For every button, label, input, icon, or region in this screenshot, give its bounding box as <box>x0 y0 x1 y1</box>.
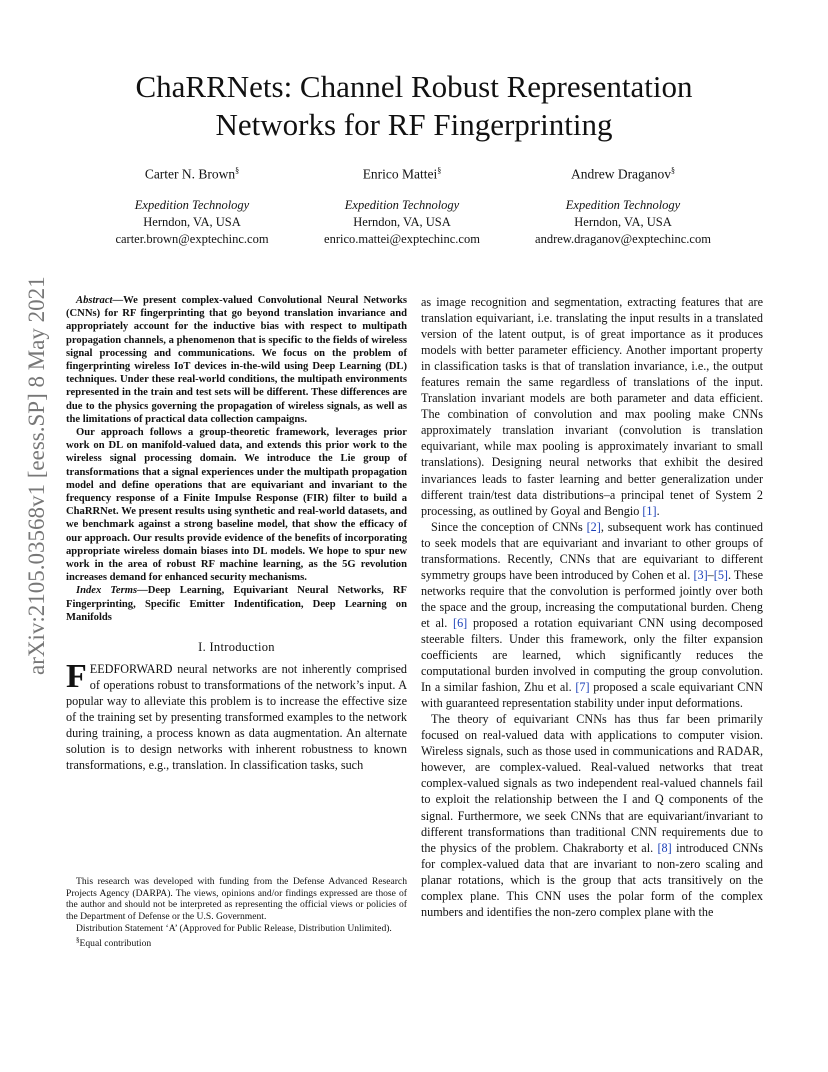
author-1-org: Expedition Technology <box>134 197 250 212</box>
abstract-paragraph-2: Our approach follows a group-theoretic framework, leverages prior work on DL on manifold-valued data, and extends this prior work to the wireless signal processing domain. We introduce the Lie group of transformations that a signal experiences under the multipath propagation model and define operations that are equivariant and invariant to the frequency response of a Finite Impulse Response (FIR) filter to build a ChaRRNet. We present results using synthetic and real-world datasets, and we benchmark against a strong baseline model, that show the efficacy of our approach. Our results provide evidence of the benefits of incorporating appropriate wireless domain biases into DL models. We hope to spur new work in the area of robust RF machine learning, as the 5G revolution increases demand for enhanced security mechanisms. <box>66 427 407 584</box>
index-terms-text: —Deep Learning, Equivariant Neural Networks, RF Fingerprinting, Specific Emitter Indentification, Deep Learning on Manifolds <box>66 585 407 623</box>
index-terms <box>66 584 407 624</box>
footnotes <box>66 876 407 949</box>
right-column <box>421 294 763 920</box>
right-paragraph-2-text-a: Since the conception of CNNs <box>431 519 587 534</box>
footnote-equal-text: Equal contribution <box>79 937 152 949</box>
right-paragraph-1 <box>421 294 763 519</box>
paper-title-line-2: Networks for RF Fingerprinting <box>215 107 613 142</box>
right-paragraph-2 <box>421 519 763 712</box>
footnote-equal-mark: § <box>76 935 80 944</box>
abstract-text-1: —We present complex-valued Convolutional Neural Networks (CNNs) for RF fingerprinting that go beyond translation invariance and appropriately account for the inductive bias with respect to multipath propagation channels, a phenomenon that is specific to the fields of wireless signal processing and communications. We focus on the problem of fingerprinting wireless IoT devices in-the-wild using Deep Learning (DL) techniques. Under these real-world conditions, the multipath environments represented in the train and test sets will be different. These differences are due to the physics governing the propagation of wireless signals, as well as the limitations of practical data collection campaigns. <box>66 295 407 425</box>
citation-5-link[interactable]: [5] <box>713 567 728 582</box>
right-paragraph-1-end: . <box>656 503 660 518</box>
right-paragraph-3 <box>421 711 763 920</box>
paper-title-line-1: ChaRRNets: Channel Robust Representation <box>135 69 693 104</box>
citation-1-link[interactable]: [1] <box>642 503 657 518</box>
abstract-lead: Abstract <box>76 295 113 306</box>
citation-2-link[interactable]: [2] <box>586 519 601 534</box>
author-2-location: Herndon, VA, USA <box>353 214 451 229</box>
author-1-mark: § <box>235 166 240 175</box>
right-paragraph-1-text: as image recognition and segmentation, extracting features that are translation equivariant, i.e. translating the input results in a translated version of the latent output, is of great importance as it produces models with better parameter efficiency. Another important property in classification tasks is that of translation invariance, i.e., the output features remain the same regardless of translations of the input. Translation invariant models are both parameter and data efficient. The combination of convolution and max pooling make CNNs approximately translation invariant (convolution is translation equivariant, while max pooling is approximately invariant to small translations). Designing neural networks that exhibit the desired invariances leads to faster learning and better generalization under different train/test data distributions–a principal tenet of System 2 processing, as outlined by Goyal and Bengio <box>421 295 763 518</box>
arxiv-stamp: arXiv:2105.03568v1 [eess.SP] 8 May 2021 <box>24 276 49 676</box>
author-3-org: Expedition Technology <box>565 197 681 212</box>
citation-6-link[interactable]: [6] <box>453 615 468 630</box>
author-1-location: Herndon, VA, USA <box>143 214 241 229</box>
right-paragraph-2-text-d: proposed a rotation equivariant CNN using decomposed steerable filters. Under this framework, only the filter expansion coefficients are learned, which significantly reduces the computational burden involved in computing the group convolution. In a similar fashion, Zhu et al. <box>421 615 763 695</box>
index-terms-lead: Index Terms <box>76 585 138 597</box>
author-2-org: Expedition Technology <box>344 197 460 212</box>
author-1-email: carter.brown@exptechinc.com <box>115 231 269 246</box>
author-3 <box>503 162 743 248</box>
right-paragraph-2-text-e: proposed a scale equivariant CNN with guaranteed representation stability under input deformations. <box>421 680 763 711</box>
intro-paragraph <box>66 657 407 773</box>
intro-text: EEDFORWARD neural networks are not inherently comprised of operations robust to transformations of the network’s input. A popular way to alleviate this problem is to increase the effective size of the training set by presenting transformed examples to the network during training, a process known as data augmentation. An alternate solution is to design networks with inherent robustness to known transformations, e.g., translation. In classification tasks, such <box>66 661 407 772</box>
citation-3-link[interactable]: [3] <box>693 567 708 582</box>
right-paragraph-3-text-a: The theory of equivariant CNNs has thus far been primarily focused on real-valued data with applications to computer vision. Wireless signals, such as those used in communications and RADAR, however, are complex-valued. Real-valued networks that treat complex-valued signals as two independent real-valued channels fail to exploit the relationship between the I and Q components of the signal. Furthermore, we seek CNNs that are equivariant/invariant to different transformations than traditional CNN requirements due to the physics of the problem. Chakraborty et al. <box>421 712 763 855</box>
author-3-mark: § <box>671 166 676 175</box>
abstract-paragraph-1 <box>66 294 407 426</box>
right-paragraph-2-text-b: , subsequent work has continued to seek models that are equivariant and invariant to other groups of transformations. Recently, CNNs that are equivariant to different symmetry groups have been introduced by Cohen et al. <box>421 519 763 582</box>
author-2-mark: § <box>437 166 442 175</box>
footnote-distribution: Distribution Statement ‘A’ (Approved for Public Release, Distribution Unlimited). <box>76 922 392 934</box>
author-3-location: Herndon, VA, USA <box>574 214 672 229</box>
left-column <box>66 294 407 773</box>
citation-7-link[interactable]: [7] <box>575 680 590 695</box>
footnote-equal <box>66 935 407 950</box>
paper-title <box>0 68 828 144</box>
right-paragraph-2-text-c: . These networks require that the convolution is performed jointly over both the space and the group, increasing the computational burden. Cheng et al. <box>421 567 763 630</box>
right-paragraph-3-text-b: introduced CNNs for complex-valued data that are invariant to non-zero scaling and planar rotations, which is the group that acts transitively on the complex plane. This CNN uses the polar form of the complex numbers and identifies the non-zero complex plane with the <box>421 840 764 919</box>
author-1-name: Carter N. Brown <box>144 166 236 182</box>
author-2-name: Enrico Mattei <box>362 166 438 182</box>
author-3-name: Andrew Draganov <box>570 166 672 182</box>
author-1 <box>72 162 312 248</box>
citation-8-link[interactable]: [8] <box>657 840 672 855</box>
footnote-funding: This research was developed with funding from the Defense Advanced Research Projects Agency (DARPA). The views, opinions and/or findings expressed are those of the author and should not be interpreted as representing the official views or policies of the Department of Defense or the U.S. Government. <box>66 876 407 923</box>
drop-cap: F <box>66 657 87 695</box>
citation-range-dash: – <box>707 567 714 582</box>
section-heading-introduction: I. Introduction <box>198 640 275 655</box>
author-2 <box>282 162 522 248</box>
author-3-email: andrew.draganov@exptechinc.com <box>535 231 711 246</box>
author-2-email: enrico.mattei@exptechinc.com <box>324 231 480 246</box>
